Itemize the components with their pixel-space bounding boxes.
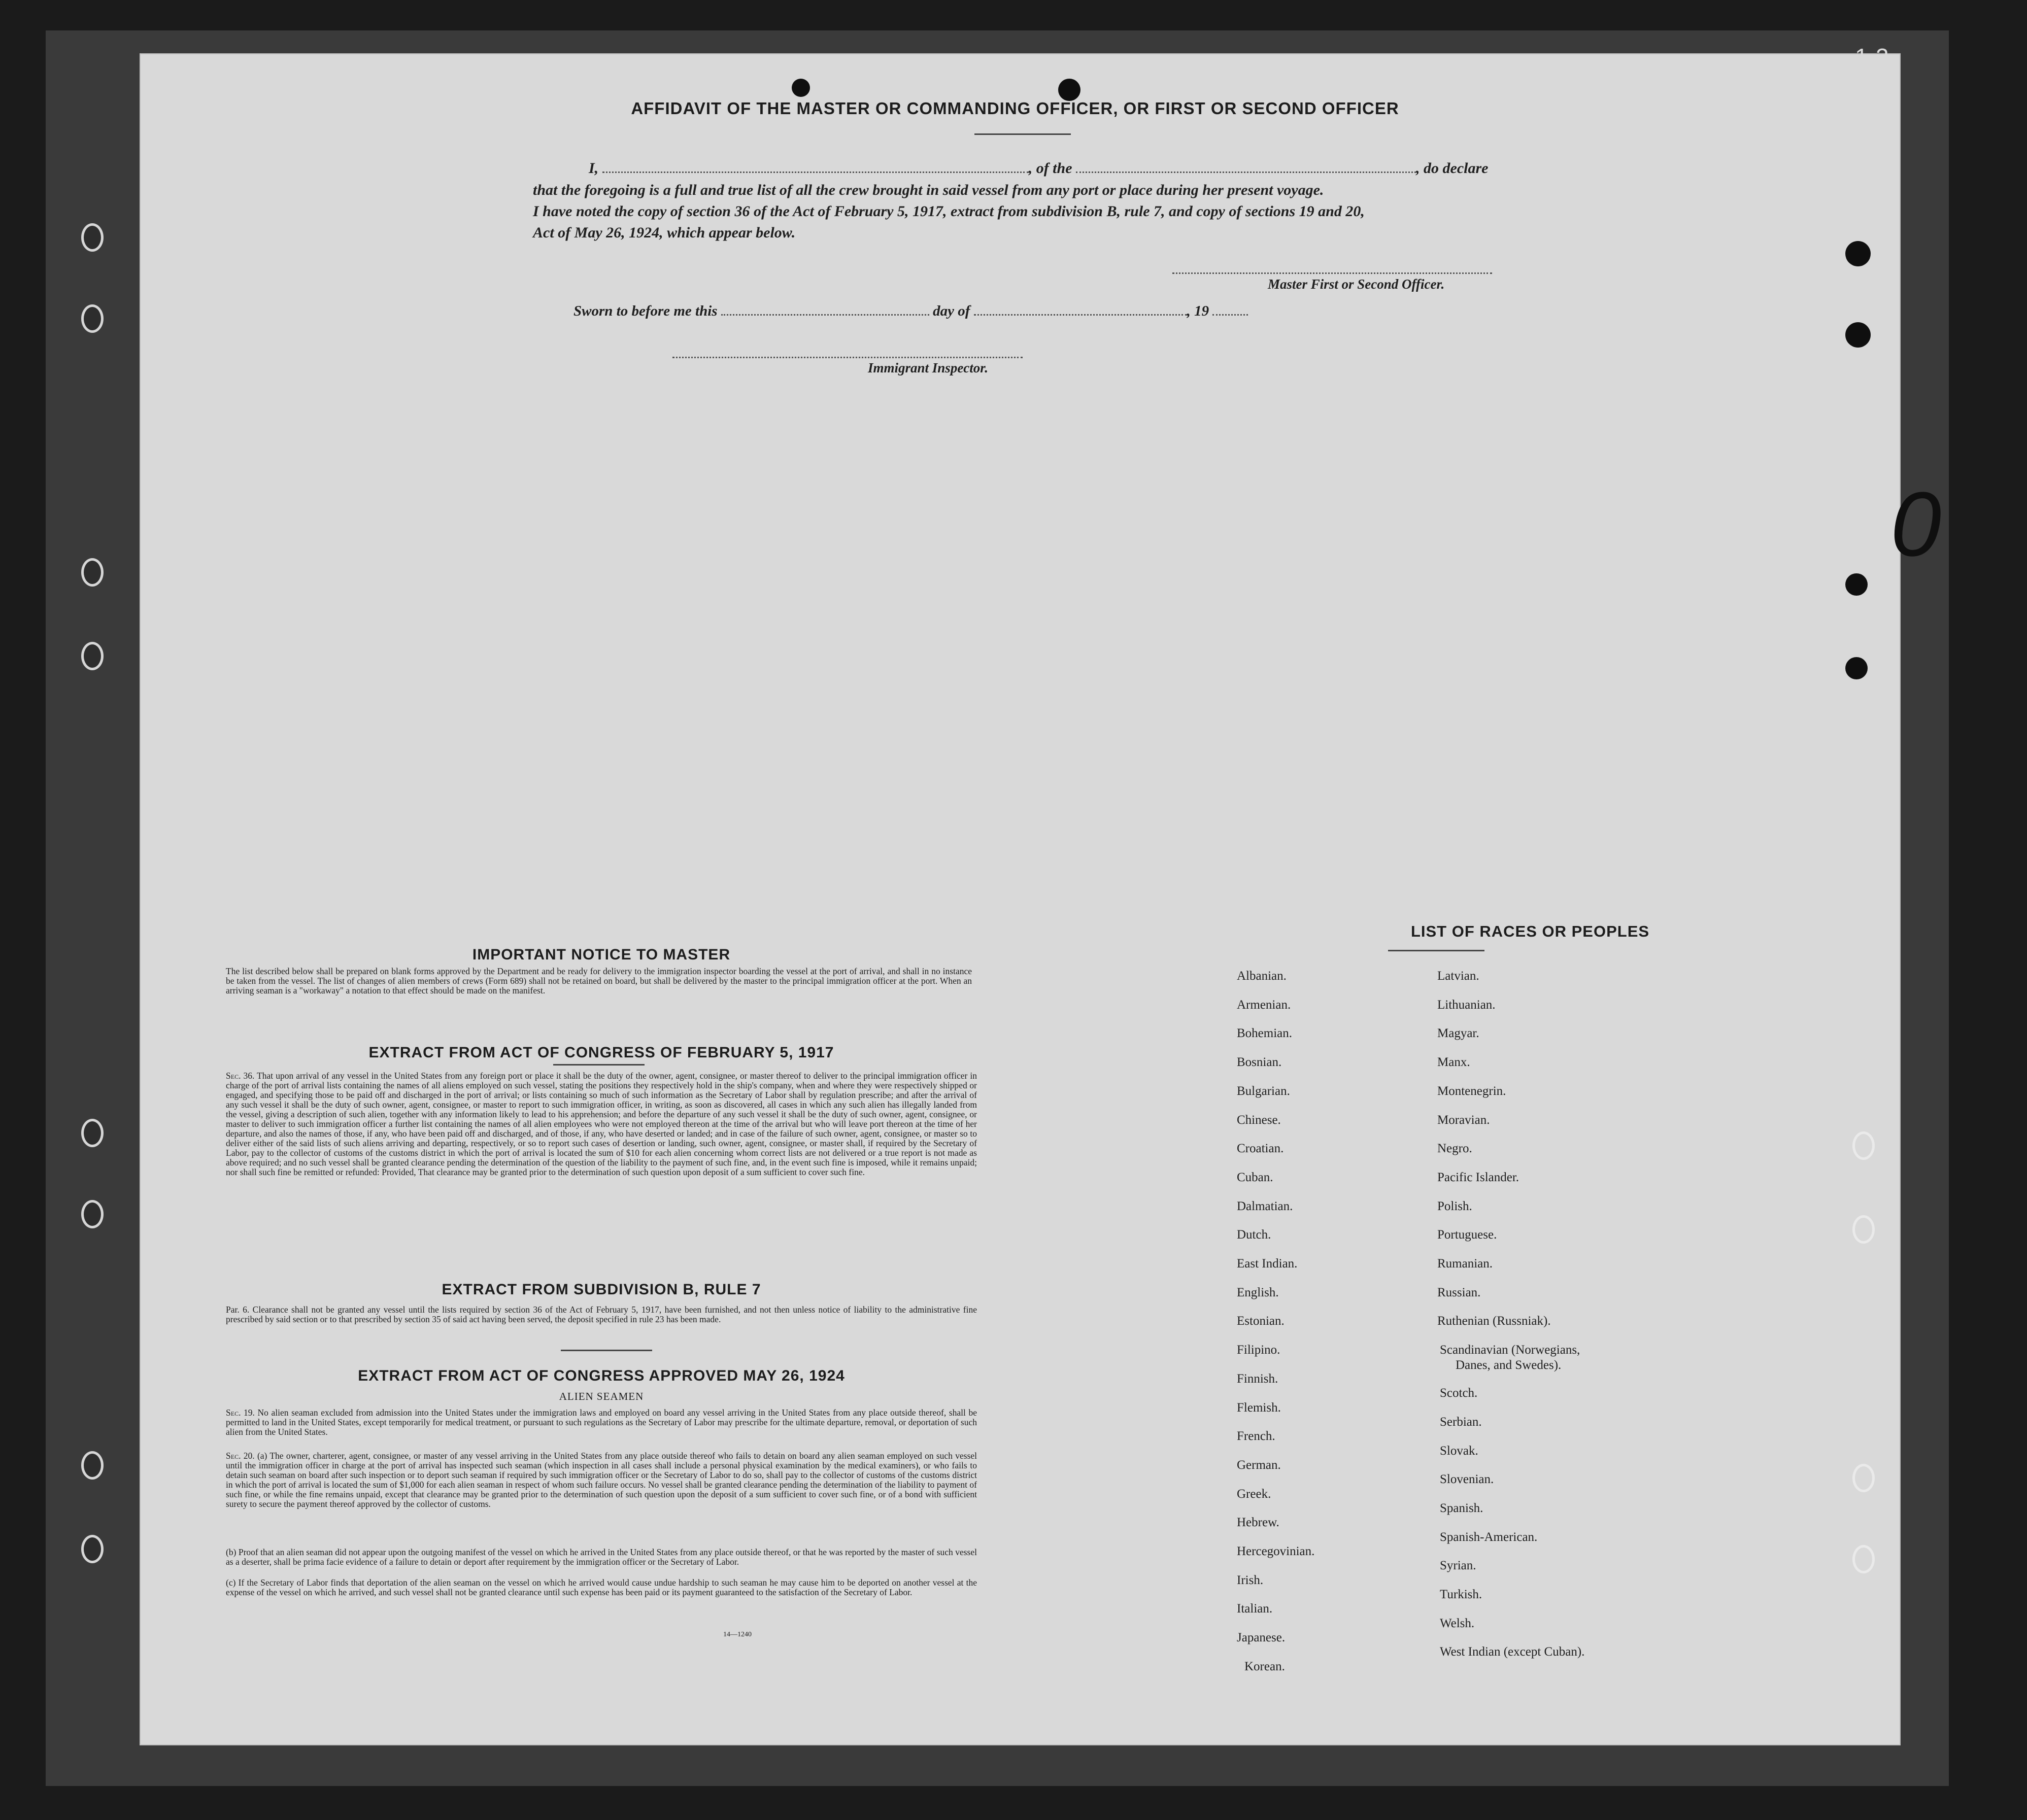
name-blank[interactable] [602, 160, 1029, 173]
races-rule [1388, 950, 1484, 951]
race-item: Spanish. [1440, 1501, 1483, 1515]
important-notice-text: The list described below shall be prepared on blank forms approved by the Department and be ready for delivery to the immigration inspector boarding the vessel at the port of arrival, and shall in no instance be taken from the vessel. The list of changes of alien members of crews (Form 689) shall not be retained on board, but shall be delivered by the master to the principal immigration officer at the port. When an arriving seaman is a "workaway" a notation to that effect should be made on the manifest. [226, 966, 972, 995]
sec20-text [226, 1451, 977, 1509]
affidavit-text-line: that the foregoing is a full and true list of all the crew brought in said vessel from any port or place during her present voyage. [533, 182, 1324, 198]
race-item: Croatian. [1237, 1142, 1284, 1156]
race-item: German. [1237, 1458, 1281, 1472]
sworn-month-blank[interactable] [974, 303, 1187, 316]
race-item: Magyar. [1437, 1026, 1479, 1041]
affidavit-text-line: I have noted the copy of section 36 of the Act of February 5, 1917, extract from subdivision B, rule 7, and copy of sections 19 and 20, [533, 203, 1365, 220]
alien-seamen-subtitle: ALIEN SEAMEN [559, 1390, 644, 1402]
race-item: Bohemian. [1237, 1026, 1293, 1041]
race-item: East Indian. [1237, 1257, 1298, 1270]
race-item: Armenian. [1237, 998, 1291, 1012]
binder-ring [1852, 1464, 1875, 1492]
race-item: Portuguese. [1437, 1228, 1497, 1242]
race-item: Estonian. [1237, 1314, 1285, 1328]
affidavit-declare-line [589, 160, 1488, 177]
race-item: Greek. [1237, 1487, 1271, 1501]
sec20-body: (a) The owner, charterer, agent, consignee, or master of any vessel arriving in the United States from any place outside thereof who fails to detain on board any alien seaman employed on such vessel until the immigration officer in charge at the port of arrival has inspected such seaman (which inspection in all cases shall include a personal physical examination by the medical examiners), or who fails to detain such seaman on board after such inspection or to deport such seaman if required by such immigration officer or the Secretary of Labor to do so, shall pay to the collector of customs of the customs district in which the port of arrival is located the sum of $1,000 for each alien seaman in respect of whom such failure occurs. No vessel shall be granted clearance pending the determination of the liability to payment of such fine, or while the fine remains unpaid, except that clearance may be granted prior to the determination of such question upon the deposit of a sum sufficient to cover such fine, or of a bond with sufficient surety to secure the payment thereof approved by the collector of customs. [226, 1451, 977, 1509]
affidavit-title: AFFIDAVIT OF THE MASTER OR COMMANDING OFFICER, OR FIRST OR SECOND OFFICER [631, 99, 1399, 118]
race-item: Chinese. [1237, 1113, 1281, 1127]
race-item: Hercegovinian. [1237, 1544, 1315, 1558]
master-signature-line[interactable] [1172, 272, 1492, 274]
extract-1924-title: EXTRACT FROM ACT OF CONGRESS APPROVED MAY 26, 1924 [358, 1367, 845, 1384]
binder-ring [81, 1119, 104, 1147]
form-number: 14—1240 [723, 1631, 752, 1638]
punch-hole [1845, 241, 1871, 266]
races-title: LIST OF RACES OR PEOPLES [1410, 922, 1650, 940]
binder-ring [81, 642, 104, 670]
race-item: Cuban. [1237, 1170, 1273, 1184]
race-item: Montenegrin. [1437, 1084, 1506, 1098]
punch-hole [792, 79, 810, 97]
declare-of-the: , of the [1028, 160, 1072, 177]
sec20-prefix: Sec. 20. [226, 1451, 255, 1461]
inspector-signature-line[interactable] [672, 357, 1023, 358]
race-item: Russian. [1437, 1285, 1481, 1299]
race-item: Japanese. [1237, 1631, 1286, 1645]
race-item: Slovak. [1440, 1444, 1478, 1458]
race-item: Albanian. [1237, 969, 1287, 983]
sec20c-text: (c) If the Secretary of Labor finds that deportation of the alien seaman on the vessel on which he arrived would cause undue hardship to such seaman he may cause him to be deported on another vessel at the expense of the vessel on which he arrived, and such vessel shall not be granted clearance until such expense has been paid or its payment guaranteed to the satisfaction of the Secretary of Labor. [226, 1577, 977, 1597]
race-item: Syrian. [1440, 1559, 1476, 1573]
punch-hole [1058, 79, 1080, 101]
master-signature-caption: Master First or Second Officer. [1268, 277, 1445, 292]
race-item: Finnish. [1237, 1371, 1278, 1386]
race-item: Rumanian. [1437, 1257, 1493, 1270]
race-item: Flemish. [1237, 1400, 1281, 1415]
declare-i: I, [589, 160, 599, 177]
race-item: Pacific Islander. [1437, 1170, 1519, 1184]
race-item: Dutch. [1237, 1228, 1271, 1242]
binder-ring [1852, 1215, 1875, 1244]
race-item: Lithuanian. [1437, 998, 1496, 1012]
race-item: Korean. [1244, 1659, 1285, 1673]
race-item: Dalmatian. [1237, 1199, 1293, 1213]
binder-ring [1852, 1131, 1875, 1160]
binder-ring [81, 304, 104, 333]
sworn-label: Sworn to before me this [573, 303, 718, 319]
binder-ring [81, 1451, 104, 1480]
sec19-body: No alien seaman excluded from admission into the United States under the immigration laws and employed on board any vessel arriving in the United States from any place outside thereof, shall be permitted to land in the United States, except temporarily for medical treatment, or pursuant to such regulations as the Secretary of Labor may prescribe for the ultimate departure, removal, or deportation of such alien from the United States. [226, 1407, 977, 1437]
binder-ring [81, 1535, 104, 1563]
race-item: Scandinavian (Norwegians, [1440, 1343, 1580, 1357]
page-number-mark: 1-2 [1855, 44, 1889, 70]
sec36-prefix: Sec. 36. [226, 1071, 255, 1081]
sec36-text: That upon arrival of any vessel in the United States from any foreign port or place it shall be the duty of the owner, agent, consignee, or master thereof to deliver to the principal immigration officer in charge of the port of arrival lists containing the names of all aliens employed on such vessel, stating the positions they respectively hold in the ship's company, when and where they were respectively shipped or engaged, and specifying those to be paid off and discharged in the port of arrival; or lists containing so much of such information as the Secretary of Labor shall by regulation prescribe; and after the arrival of any such vessel it shall be the duty of such owner, agent, consignee, or master to report to such immigration officer, in writing, as soon as discovered, all cases in which any such alien has illegally landed from the vessel, giving a description of such alien, together with any information likely to lead to his apprehension; and before the departure of any such vessel it shall be the duty of such owner, agent, consignee, or master to deliver to such immigration officer a further list containing the names of all alien employees who were not employed thereon at the time of the arrival but who will leave port thereon at the time of her departure, and also the names of those, if any, who have been paid off and discharged, and of those, if any, who have deserted or landed; and in case of the failure of such owner, agent, consignee, or master so to deliver either of the said lists of such aliens arriving and departing, respectively, or so to report such cases of desertion or landing, such owner, agent, consignee, or master shall, if required by the Secretary of Labor, pay to the collector of customs of the customs district in which the port of arrival is located the sum of $10 for each alien concerning whom correct lists are not delivered or a true report is not made as above required; and no such vessel shall be granted clearance pending the determination of the question of the liability to the payment of such fine, and, in the event such fine is imposed, while it remains unpaid; nor shall such fine be remitted or refunded: Provided, That clearance may be granted prior to the determination of such question upon deposit of a sum sufficient to cover such fine. [226, 1071, 977, 1177]
sec19-text [226, 1408, 977, 1437]
binder-ring [1852, 1545, 1875, 1573]
section-rule [553, 1064, 645, 1066]
punch-hole [1845, 322, 1871, 348]
sworn-day-blank[interactable] [721, 303, 929, 316]
race-item: Turkish. [1440, 1588, 1482, 1602]
sworn-day-of: day of [933, 303, 970, 319]
race-item: Bosnian. [1237, 1055, 1282, 1070]
race-item: Bulgarian. [1237, 1084, 1290, 1098]
race-item: Slovenian. [1440, 1472, 1494, 1487]
race-item: Moravian. [1437, 1113, 1490, 1127]
punch-hole [1845, 573, 1868, 596]
race-item: Manx. [1437, 1055, 1470, 1070]
race-item: Danes, and Swedes). [1456, 1358, 1562, 1372]
punch-hole [1845, 657, 1868, 679]
race-item: Polish. [1437, 1199, 1472, 1213]
race-item: Latvian. [1437, 969, 1479, 983]
race-item: Italian. [1237, 1602, 1273, 1616]
sec20b-text: (b) Proof that an alien seaman did not appear upon the outgoing manifest of the vessel on which he arrived in the United States from any place outside thereof, or that he was reported by the master of such vessel as a deserter, shall be prima facie evidence of a failure to detain or deport after requirement by the immigration officer or the Secretary of Labor. [226, 1547, 977, 1567]
binder-ring [81, 1200, 104, 1228]
affidavit-text-line: Act of May 26, 1924, which appear below. [533, 224, 796, 241]
important-notice-title: IMPORTANT NOTICE TO MASTER [472, 946, 731, 963]
race-item: West Indian (except Cuban). [1440, 1645, 1585, 1659]
inspector-signature-caption: Immigrant Inspector. [868, 360, 989, 375]
binder-ring [81, 558, 104, 587]
extract-1917-title: EXTRACT FROM ACT OF CONGRESS OF FEBRUARY 5, 1917 [368, 1044, 834, 1061]
race-item: Welsh. [1440, 1616, 1475, 1630]
race-item: Serbian. [1440, 1415, 1482, 1429]
race-item: Negro. [1437, 1142, 1472, 1156]
sworn-year: , 19 [1187, 303, 1209, 319]
section-rule [561, 1350, 652, 1351]
race-item: Spanish-American. [1440, 1530, 1538, 1544]
extract-rule7-title: EXTRACT FROM SUBDIVISION B, RULE 7 [442, 1281, 761, 1298]
handwritten-margin-mark: 0 [1890, 473, 1942, 575]
extract-1917-text [226, 1071, 977, 1177]
extract-rule7-text: Par. 6. Clearance shall not be granted any vessel until the lists required by section 36 of the Act of February 5, 1917, have been furnished, and not then unless notice of liability to the administrative fine prescribed by said section or to that prescribed by section 35 of said act having been served, the deposit specified in rule 23 has been made. [226, 1304, 977, 1324]
race-item: Hebrew. [1237, 1516, 1279, 1530]
sworn-line [573, 303, 1248, 320]
race-item: French. [1237, 1429, 1275, 1444]
race-item: Scotch. [1440, 1386, 1478, 1400]
title-rule [974, 133, 1071, 135]
declare-end: , do declare [1416, 160, 1489, 177]
race-item: English. [1237, 1285, 1279, 1299]
binder-ring [81, 223, 104, 252]
race-item: Irish. [1237, 1573, 1264, 1587]
race-item: Filipino. [1237, 1343, 1280, 1357]
sworn-year-blank[interactable] [1212, 303, 1248, 316]
race-item: Ruthenian (Russniak). [1437, 1314, 1551, 1328]
vessel-blank[interactable] [1076, 160, 1416, 173]
sec19-prefix: Sec. 19. [226, 1407, 255, 1418]
